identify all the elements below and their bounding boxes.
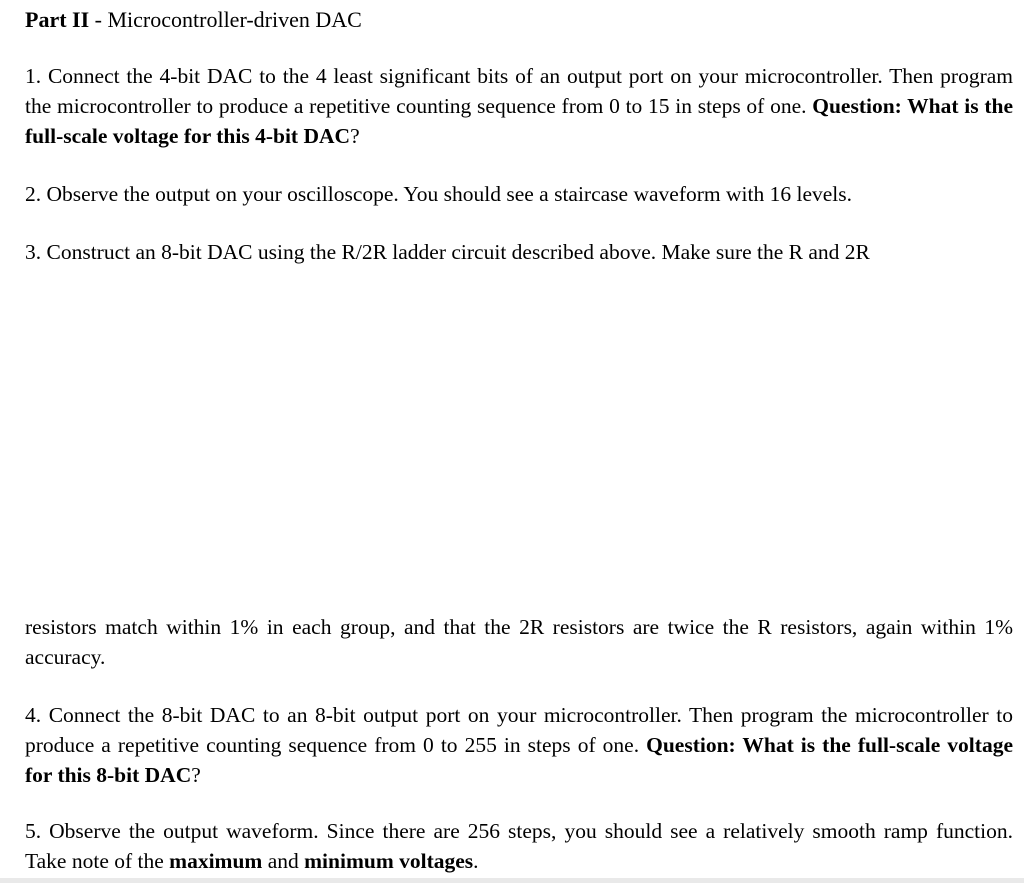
step-5-bold-minimum: minimum voltages <box>304 849 474 873</box>
step-3-paragraph-bottom <box>25 612 1013 672</box>
step-1-text: 1. Connect the 4-bit DAC to the 4 least significant bits of an output port on your microcontroller. Then program the microcontroller to produce a repetitive counting sequence from 0 to 15 in steps of one. <box>25 64 1013 118</box>
bottom-edge-divider <box>0 878 1024 883</box>
step-5-bold-maximum: maximum <box>169 849 263 873</box>
step-5-paragraph <box>25 816 1013 876</box>
step-1-paragraph <box>25 61 1013 151</box>
step-4-paragraph <box>25 700 1013 790</box>
step-4-text: 4. Connect the 8-bit DAC to an 8-bit output port on your microcontroller. Then program the microcontroller to produce a repetitive counting sequence from 0 to 255 in steps of one. <box>25 703 1013 757</box>
heading-separator: - <box>89 7 108 32</box>
step-3-text-top: 3. Construct an 8-bit DAC using the R/2R ladder circuit described above. Make sure the R and 2R <box>25 240 870 264</box>
step-2-text: 2. Observe the output on your oscilloscope. You should see a staircase waveform with 16 levels. <box>25 182 852 206</box>
step-1-question: Question: What is the full-scale voltage for this 4-bit DAC <box>25 94 1013 148</box>
step-1-question-mark: ? <box>350 124 360 148</box>
step-5-end: . <box>473 849 479 873</box>
heading-part: Part II <box>25 7 90 32</box>
step-4-question: Question: What is the full-scale voltage for this 8-bit DAC <box>25 733 1013 787</box>
step-2-paragraph <box>25 179 1013 209</box>
step-3-text-bottom: resistors match within 1% in each group, and that the 2R resistors are twice the R resistors, again within 1% accuracy. <box>25 615 1013 669</box>
section-heading <box>25 6 362 34</box>
step-3-paragraph-top <box>25 237 1013 267</box>
step-4-question-mark: ? <box>191 763 201 787</box>
step-5-middle: and <box>262 849 305 873</box>
step-5-text: 5. Observe the output waveform. Since there are 256 steps, you should see a relatively smooth ramp function. Take note of the <box>25 819 1013 873</box>
heading-title: Microcontroller-driven DAC <box>107 7 362 32</box>
